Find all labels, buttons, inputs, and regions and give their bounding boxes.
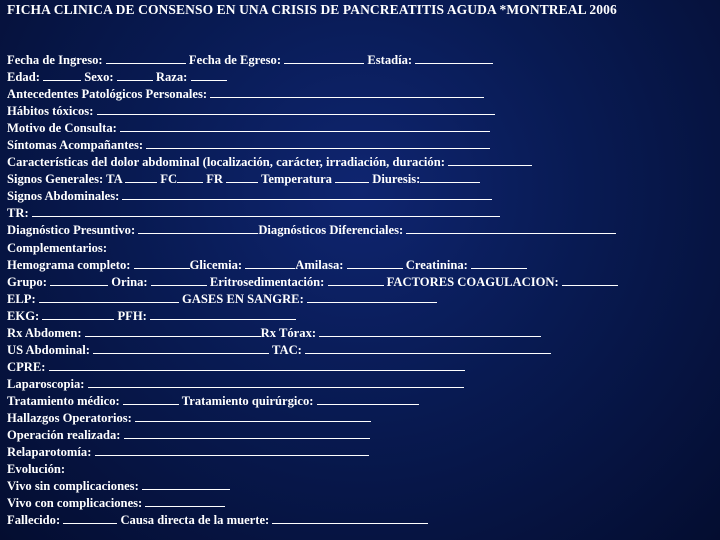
- blank-line: [226, 172, 258, 183]
- form-row: [7, 291, 713, 308]
- field-label: Temperatura: [258, 172, 336, 187]
- form-row: [7, 444, 713, 461]
- form-row: [7, 222, 713, 239]
- field-label: ELP:: [7, 291, 39, 306]
- field-label: FR: [203, 172, 227, 187]
- blank-line: [245, 258, 295, 269]
- field-label: Edad:: [7, 70, 44, 85]
- field-label: Motivo de Consulta:: [7, 121, 120, 136]
- field-label: Vivo sin complicaciones:: [7, 479, 142, 494]
- form-row: [7, 393, 713, 410]
- blank-line: [43, 70, 81, 81]
- blank-line: [145, 496, 225, 507]
- field-label: Diagnósticos Diferenciales:: [258, 223, 407, 238]
- form-row: [7, 495, 713, 512]
- field-label: TR:: [7, 206, 32, 221]
- form-row: [7, 188, 713, 205]
- form-row: [7, 410, 713, 427]
- blank-line: [210, 87, 484, 98]
- blank-line: [138, 223, 258, 234]
- form-row: [7, 137, 713, 154]
- blank-line: [125, 172, 157, 183]
- blank-line: [562, 275, 618, 286]
- blank-line: [415, 53, 493, 64]
- field-label: Signos Generales: TA: [7, 172, 126, 187]
- form-row: [7, 257, 713, 274]
- field-label: Operación realizada:: [7, 428, 124, 443]
- form-row: [7, 171, 713, 188]
- field-label: US Abdominal:: [7, 342, 94, 357]
- blank-line: [32, 206, 500, 217]
- blank-line: [335, 172, 369, 183]
- blank-line: [284, 53, 364, 64]
- form-row: [7, 205, 713, 222]
- field-label: CPRE:: [7, 359, 49, 374]
- blank-line: [319, 326, 541, 337]
- form-row: [7, 308, 713, 325]
- field-label: GASES EN SANGRE:: [178, 291, 307, 306]
- blank-line: [88, 377, 464, 388]
- form-row: [7, 103, 713, 120]
- form-row: [7, 154, 713, 171]
- blank-line: [177, 172, 203, 183]
- blank-line: [142, 479, 230, 490]
- form-row: [7, 512, 713, 529]
- form-row: [7, 52, 713, 69]
- field-label: Evolución:: [7, 462, 66, 477]
- field-label: Antecedentes Patológicos Personales:: [7, 87, 211, 102]
- form-row: [7, 86, 713, 103]
- blank-line: [272, 513, 428, 524]
- blank-line: [124, 428, 370, 439]
- field-label: Hemograma completo:: [7, 257, 134, 272]
- field-label: Diagnóstico Presuntivo:: [7, 223, 139, 238]
- blank-line: [328, 275, 384, 286]
- field-label: Vivo con complicaciones:: [7, 496, 146, 511]
- blank-line: [120, 121, 490, 132]
- field-label: Laparoscopia:: [7, 376, 88, 391]
- blank-line: [406, 223, 616, 234]
- blank-line: [191, 70, 227, 81]
- blank-line: [117, 70, 153, 81]
- blank-line: [95, 445, 369, 456]
- field-label: PFH:: [114, 308, 151, 323]
- field-label: Tratamiento quirúrgico:: [178, 393, 317, 408]
- blank-line: [150, 309, 296, 320]
- form-row: [7, 120, 713, 137]
- blank-line: [347, 258, 403, 269]
- field-label: TAC:: [269, 342, 306, 357]
- field-label: Hábitos tóxicos:: [7, 104, 97, 119]
- blank-line: [39, 292, 179, 303]
- field-label: Raza:: [152, 70, 191, 85]
- blank-line: [305, 343, 551, 354]
- blank-line: [122, 189, 492, 200]
- field-label: Fecha de Ingreso:: [7, 53, 106, 67]
- field-label: Síntomas Acompañantes:: [7, 138, 147, 153]
- field-label: Rx Tórax:: [260, 325, 320, 340]
- field-label: Características del dolor abdominal (localización, carácter, irradiación, duración:: [7, 155, 449, 170]
- blank-line: [151, 275, 207, 286]
- field-label: Creatinina:: [402, 257, 471, 272]
- blank-line: [317, 394, 419, 405]
- field-label: Eritrosedimentación:: [206, 274, 328, 289]
- blank-line: [134, 258, 190, 269]
- field-label: Relaparotomía:: [7, 445, 95, 460]
- blank-line: [63, 513, 117, 524]
- field-label: EKG:: [7, 308, 43, 323]
- blank-line: [135, 411, 371, 422]
- blank-line: [420, 172, 480, 183]
- field-label: Rx Abdomen:: [7, 325, 85, 340]
- blank-line: [471, 258, 527, 269]
- field-label: Glicemia:: [189, 257, 246, 272]
- field-label: Grupo:: [7, 274, 51, 289]
- blank-line: [42, 309, 114, 320]
- form-row: [7, 240, 713, 257]
- field-label: Orina:: [108, 274, 151, 289]
- field-label: Complementarios:: [7, 240, 108, 255]
- blank-line: [448, 155, 532, 166]
- clinical-form: [7, 52, 713, 529]
- blank-line: [106, 53, 186, 64]
- form-row: [7, 69, 713, 86]
- field-label: Causa directa de la muerte:: [117, 513, 273, 528]
- form-row: [7, 376, 713, 393]
- field-label: Fecha de Egreso:: [185, 53, 285, 67]
- field-label: Sexo:: [81, 70, 117, 85]
- field-label: Signos Abdominales:: [7, 189, 123, 204]
- field-label: Estadía:: [364, 53, 416, 67]
- form-row: [7, 478, 713, 495]
- page-title: FICHA CLINICA DE CONSENSO EN UNA CRISIS DE PANCREATITIS AGUDA *MONTREAL 2006: [7, 2, 617, 17]
- field-label: FC: [157, 172, 178, 187]
- blank-line: [123, 394, 179, 405]
- form-row: [7, 461, 713, 478]
- blank-line: [50, 275, 108, 286]
- field-label: FACTORES COAGULACION:: [383, 274, 562, 289]
- form-row: [7, 359, 713, 376]
- field-label: Fallecido:: [7, 513, 64, 528]
- field-label: Amilasa:: [295, 257, 347, 272]
- field-label: Tratamiento médico:: [7, 393, 123, 408]
- form-row: [7, 274, 713, 291]
- blank-line: [93, 343, 269, 354]
- blank-line: [97, 104, 495, 115]
- blank-line: [307, 292, 437, 303]
- form-row: [7, 427, 713, 444]
- blank-line: [49, 360, 465, 371]
- field-label: Hallazgos Operatorios:: [7, 410, 136, 425]
- blank-line: [146, 138, 490, 149]
- blank-line: [85, 326, 261, 337]
- field-label: Diuresis:: [369, 172, 421, 187]
- form-row: [7, 325, 713, 342]
- form-row: [7, 342, 713, 359]
